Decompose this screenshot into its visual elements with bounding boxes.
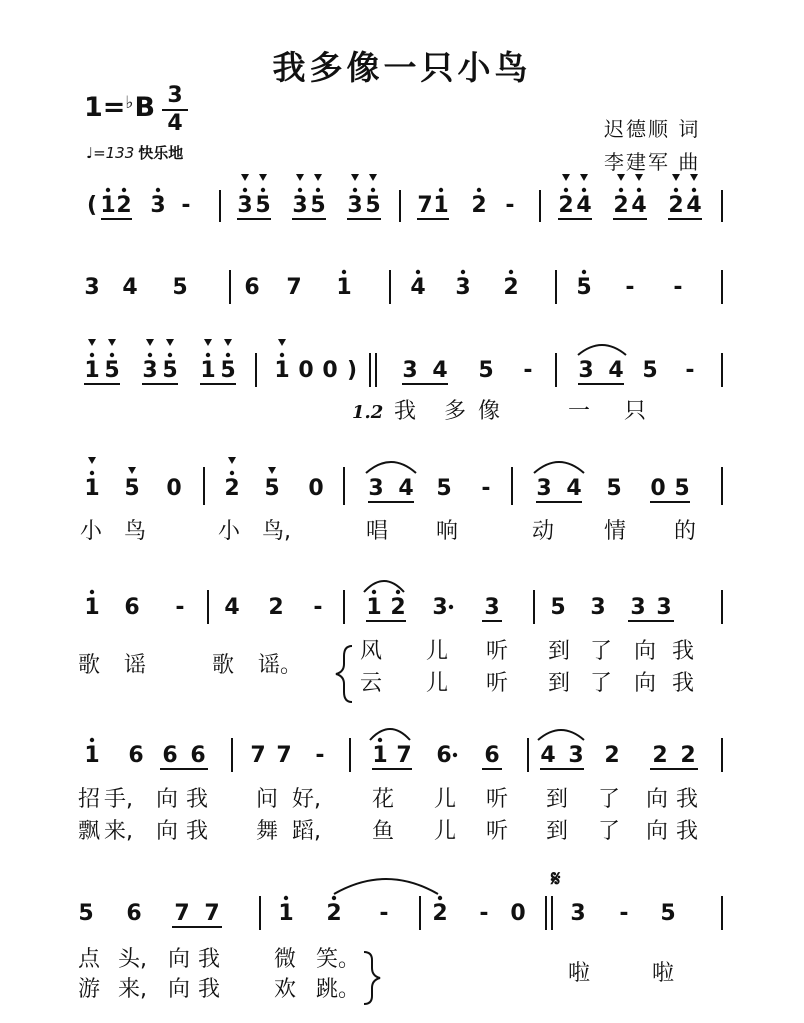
lyric-char: 小	[80, 519, 103, 544]
note: 2	[224, 476, 240, 501]
lyric-char: 鸟,	[262, 519, 291, 544]
note: 5	[78, 901, 94, 926]
note: 3	[432, 595, 448, 620]
lyric-char: 向	[646, 819, 669, 844]
note: 3	[656, 595, 672, 620]
lyric-char: 我	[672, 639, 695, 664]
lyric-char: 了	[590, 639, 613, 664]
lyric-char: 向	[168, 947, 191, 972]
lyric-char: 啦	[652, 961, 675, 986]
lyric-char: 情	[604, 519, 627, 544]
note: 3	[590, 595, 606, 620]
lyric-char: 儿	[426, 639, 449, 664]
slur-arc	[370, 729, 410, 740]
lyric-char: 笑。	[316, 947, 361, 972]
note: 4	[224, 595, 240, 620]
octave-dot-high	[582, 188, 586, 192]
lyric-char: 听	[486, 787, 509, 812]
note: 1	[200, 358, 216, 383]
octave-dot-high	[168, 353, 172, 357]
note: 3	[142, 358, 158, 383]
octave-dot-high	[206, 353, 210, 357]
note: 5	[436, 476, 452, 501]
staccato-mark	[241, 174, 249, 181]
octave-dot-high	[637, 188, 641, 192]
note: 0	[298, 358, 314, 383]
lyric-char: 儿	[426, 671, 449, 696]
staccato-mark	[228, 457, 236, 464]
note: 3	[84, 275, 100, 300]
lyric-char: 好,	[292, 787, 321, 812]
octave-dot-high	[438, 896, 442, 900]
lyric-char: 跳。	[316, 977, 361, 1002]
lyric-char: 小	[218, 519, 241, 544]
dash-sustain: -	[481, 476, 491, 501]
note: 5	[124, 476, 140, 501]
octave-dot-high	[439, 188, 443, 192]
note: 4	[540, 743, 556, 768]
octave-dot-high	[353, 188, 357, 192]
lyric-char: 到	[548, 639, 571, 664]
note: 2	[390, 595, 406, 620]
key-note: B	[134, 92, 156, 123]
note: 1	[84, 743, 100, 768]
dash-sustain: -	[313, 595, 323, 620]
lyric-char: 我	[186, 787, 209, 812]
octave-dot-high	[298, 188, 302, 192]
staccato-mark	[690, 174, 698, 181]
note: 3	[630, 595, 646, 620]
note: 3	[484, 595, 500, 620]
octave-dot-high	[156, 188, 160, 192]
lyric-char: 飘	[78, 819, 101, 844]
staccato-mark	[635, 174, 643, 181]
lyric-char: 我	[672, 671, 695, 696]
staccato-mark	[278, 339, 286, 346]
lyric-char: 儿	[434, 787, 457, 812]
staccato-mark	[204, 339, 212, 346]
close-paren: )	[346, 358, 358, 383]
octave-dot-high	[226, 353, 230, 357]
octave-dot-high	[90, 353, 94, 357]
lyric-char: 了	[590, 671, 613, 696]
note: 4	[122, 275, 138, 300]
lyric-char: 我	[198, 947, 221, 972]
staccato-mark	[296, 174, 304, 181]
note: 7	[174, 901, 190, 926]
staccato-mark	[268, 467, 276, 474]
note: 3	[402, 358, 418, 383]
note: 6	[124, 595, 140, 620]
lyric-char: 到	[548, 671, 571, 696]
octave-dot-high	[692, 188, 696, 192]
octave-dot-high	[148, 353, 152, 357]
tempo-value: ♩=133	[86, 144, 135, 162]
note: 2	[613, 193, 629, 218]
lyric-char: 招	[78, 787, 101, 812]
octave-dot-high	[90, 471, 94, 475]
time-top: 3	[167, 83, 183, 108]
octave-dot-high	[316, 188, 320, 192]
note: 2	[604, 743, 620, 768]
note: 1	[100, 193, 116, 218]
lyric-char: 了	[598, 819, 621, 844]
note: 6	[128, 743, 144, 768]
octave-dot-high	[509, 270, 513, 274]
octave-dot-high	[477, 188, 481, 192]
note: 1	[433, 193, 449, 218]
lyric-char: 我	[198, 977, 221, 1002]
lyric-char: 了	[598, 787, 621, 812]
octave-dot-high	[280, 353, 284, 357]
note: 2	[680, 743, 696, 768]
verse-brace-close	[364, 952, 380, 1004]
open-paren: (	[86, 193, 98, 218]
note: 5	[660, 901, 676, 926]
lyric-char: 歌	[78, 653, 101, 678]
note: 3	[150, 193, 166, 218]
note: 6	[244, 275, 260, 300]
lyric-char: 像	[478, 399, 501, 424]
lyric-char: 听	[486, 819, 509, 844]
song-title: 我多像一只小鸟	[272, 48, 532, 87]
note: 0	[166, 476, 182, 501]
verse-brace	[336, 646, 352, 702]
note: 3	[578, 358, 594, 383]
note: 6	[190, 743, 206, 768]
octave-dot-high	[243, 188, 247, 192]
lyric-char: 头,	[118, 947, 147, 972]
note: 6	[162, 743, 178, 768]
lyric-char: 向	[168, 977, 191, 1002]
lyric-char: 到	[546, 819, 569, 844]
lyric-char: 来,	[104, 819, 133, 844]
note: 0	[308, 476, 324, 501]
note: 5	[674, 476, 690, 501]
octave-dot-high	[378, 738, 382, 742]
lyric-char: 的	[674, 519, 697, 544]
note: 7	[396, 743, 412, 768]
time-bottom: 4	[167, 111, 183, 136]
note: 4	[398, 476, 414, 501]
dash-sustain: -	[315, 743, 325, 768]
note: 5	[606, 476, 622, 501]
staccato-mark	[166, 339, 174, 346]
lyric-char: 啦	[568, 961, 591, 986]
lyric-char: 向	[646, 787, 669, 812]
note: 1	[278, 901, 294, 926]
note: 3	[347, 193, 363, 218]
note: 2	[268, 595, 284, 620]
flat-sign: ♭	[125, 93, 134, 113]
note: 2	[652, 743, 668, 768]
lyric-char: 蹈,	[292, 819, 321, 844]
lyric-char: 我	[676, 787, 699, 812]
octave-dot-high	[582, 270, 586, 274]
note: 1	[84, 358, 100, 383]
note: 5	[104, 358, 120, 383]
note: 5	[365, 193, 381, 218]
staccato-mark	[580, 174, 588, 181]
lyric-char: 歌	[212, 653, 235, 678]
lyric-char: 鱼	[372, 819, 395, 844]
octave-dot-high	[619, 188, 623, 192]
note: 5	[576, 275, 592, 300]
note: 4	[608, 358, 624, 383]
lyric-char: 只	[624, 399, 647, 424]
staccato-mark	[146, 339, 154, 346]
octave-dot-high	[674, 188, 678, 192]
note: 2	[471, 193, 487, 218]
dash-sustain: -	[619, 901, 629, 926]
note: 3	[237, 193, 253, 218]
note: 3	[292, 193, 308, 218]
note: 6	[484, 743, 500, 768]
lyric-char: 游	[78, 977, 101, 1002]
note: 4	[576, 193, 592, 218]
octave-dot-high	[416, 270, 420, 274]
lyric-char: 鸟	[124, 519, 147, 544]
note: 4	[686, 193, 702, 218]
lyric-char: 谣	[124, 653, 147, 678]
note: 7	[417, 193, 433, 218]
staccato-mark	[314, 174, 322, 181]
lyric-char: 问	[256, 787, 279, 812]
lyricist-credit: 迟德顺 词	[604, 117, 701, 141]
dash-sustain: -	[505, 193, 515, 218]
key-label: 1=	[84, 92, 126, 123]
note: 5	[255, 193, 271, 218]
dash-sustain: -	[625, 275, 635, 300]
lyric-char: 向	[156, 787, 179, 812]
octave-dot-high	[371, 188, 375, 192]
lyric-char: 谣。	[258, 653, 303, 678]
lyric-char: 向	[634, 671, 657, 696]
octave-dot-high	[396, 590, 400, 594]
slur-arc	[534, 462, 584, 473]
lyric-char: 唱	[366, 519, 389, 544]
note: 6	[126, 901, 142, 926]
octave-dot-high	[284, 896, 288, 900]
staccato-mark	[224, 339, 232, 346]
slur-arc	[578, 345, 626, 355]
note: 2	[668, 193, 684, 218]
staccato-mark	[108, 339, 116, 346]
octave-dot-high	[461, 270, 465, 274]
lyric-char: 我	[676, 819, 699, 844]
slur-arc	[538, 730, 584, 740]
staccato-mark	[617, 174, 625, 181]
note: 5	[478, 358, 494, 383]
lyric-char: 微	[274, 947, 297, 972]
lyric-char: 响	[436, 519, 459, 544]
dash-sustain: -	[175, 595, 185, 620]
note: 5	[310, 193, 326, 218]
note: 0	[510, 901, 526, 926]
note: 2	[432, 901, 448, 926]
note: 3	[368, 476, 384, 501]
note: 3	[455, 275, 471, 300]
lyric-char: 云	[360, 671, 383, 696]
lyric-char: 动	[532, 519, 555, 544]
note: 5	[220, 358, 236, 383]
lyric-char: 我	[394, 399, 417, 424]
note: 3	[536, 476, 552, 501]
staccato-mark	[128, 467, 136, 474]
note: 5	[172, 275, 188, 300]
lyric-char: 向	[156, 819, 179, 844]
staccato-mark	[369, 174, 377, 181]
lyric-char: 欢	[274, 977, 297, 1002]
octave-dot-high	[230, 471, 234, 475]
verse-numbers: 1.2	[352, 402, 384, 423]
note: 5	[642, 358, 658, 383]
lyric-char: 来,	[118, 977, 147, 1002]
note: 1	[366, 595, 382, 620]
lyric-char: 听	[486, 671, 509, 696]
note: 1	[274, 358, 290, 383]
dash-sustain: -	[379, 901, 389, 926]
dash-sustain: -	[685, 358, 695, 383]
note: 7	[276, 743, 292, 768]
lyric-char: 儿	[434, 819, 457, 844]
staccato-mark	[88, 339, 96, 346]
note: 1	[372, 743, 388, 768]
augmentation-dot	[453, 753, 457, 757]
octave-dot-high	[372, 590, 376, 594]
composer-credit: 李建军 曲	[604, 150, 701, 174]
lyric-char: 多	[444, 399, 467, 424]
note: 4	[410, 275, 426, 300]
note: 4	[566, 476, 582, 501]
slur-arc	[366, 462, 416, 473]
notation-marks	[78, 174, 722, 930]
note: 1	[336, 275, 352, 300]
note: 0	[322, 358, 338, 383]
staccato-mark	[351, 174, 359, 181]
staccato-mark	[259, 174, 267, 181]
octave-dot-high	[564, 188, 568, 192]
lyric-char: 听	[486, 639, 509, 664]
segno-sign: 𝄋	[551, 867, 561, 892]
octave-dot-high	[332, 896, 336, 900]
octave-dot-high	[90, 590, 94, 594]
note: 1	[84, 595, 100, 620]
lyric-char: 我	[186, 819, 209, 844]
note: 4	[631, 193, 647, 218]
dash-sustain: -	[523, 358, 533, 383]
lyric-char: 风	[360, 639, 383, 664]
note: 0	[650, 476, 666, 501]
lyric-char: 花	[372, 787, 395, 812]
dash-sustain: -	[673, 275, 683, 300]
octave-dot-high	[110, 353, 114, 357]
dash-sustain: -	[181, 193, 191, 218]
lyric-char: 一	[568, 399, 591, 424]
note: 2	[558, 193, 574, 218]
note: 2	[503, 275, 519, 300]
octave-dot-high	[90, 738, 94, 742]
octave-dot-high	[261, 188, 265, 192]
note: 1	[84, 476, 100, 501]
lyric-char: 舞	[256, 819, 279, 844]
note: 5	[550, 595, 566, 620]
note: 5	[264, 476, 280, 501]
octave-dot-high	[342, 270, 346, 274]
octave-dot-high	[122, 188, 126, 192]
lyric-char: 到	[546, 787, 569, 812]
note: 7	[204, 901, 220, 926]
note: 7	[250, 743, 266, 768]
note: 3	[568, 743, 584, 768]
note: 6	[436, 743, 452, 768]
staccato-mark	[562, 174, 570, 181]
note: 4	[432, 358, 448, 383]
tempo-expression: 快乐地	[138, 144, 184, 162]
note: 5	[162, 358, 178, 383]
lyric-char: 手,	[104, 787, 133, 812]
note: 2	[326, 901, 342, 926]
dash-sustain: -	[479, 901, 489, 926]
staccato-mark	[88, 457, 96, 464]
octave-dot-high	[106, 188, 110, 192]
note: 7	[286, 275, 302, 300]
staccato-mark	[672, 174, 680, 181]
lyric-char: 向	[634, 639, 657, 664]
augmentation-dot	[449, 605, 453, 609]
note: 2	[116, 193, 132, 218]
slur-arc	[334, 879, 438, 894]
note: 3	[570, 901, 586, 926]
lyric-char: 点	[78, 947, 101, 972]
